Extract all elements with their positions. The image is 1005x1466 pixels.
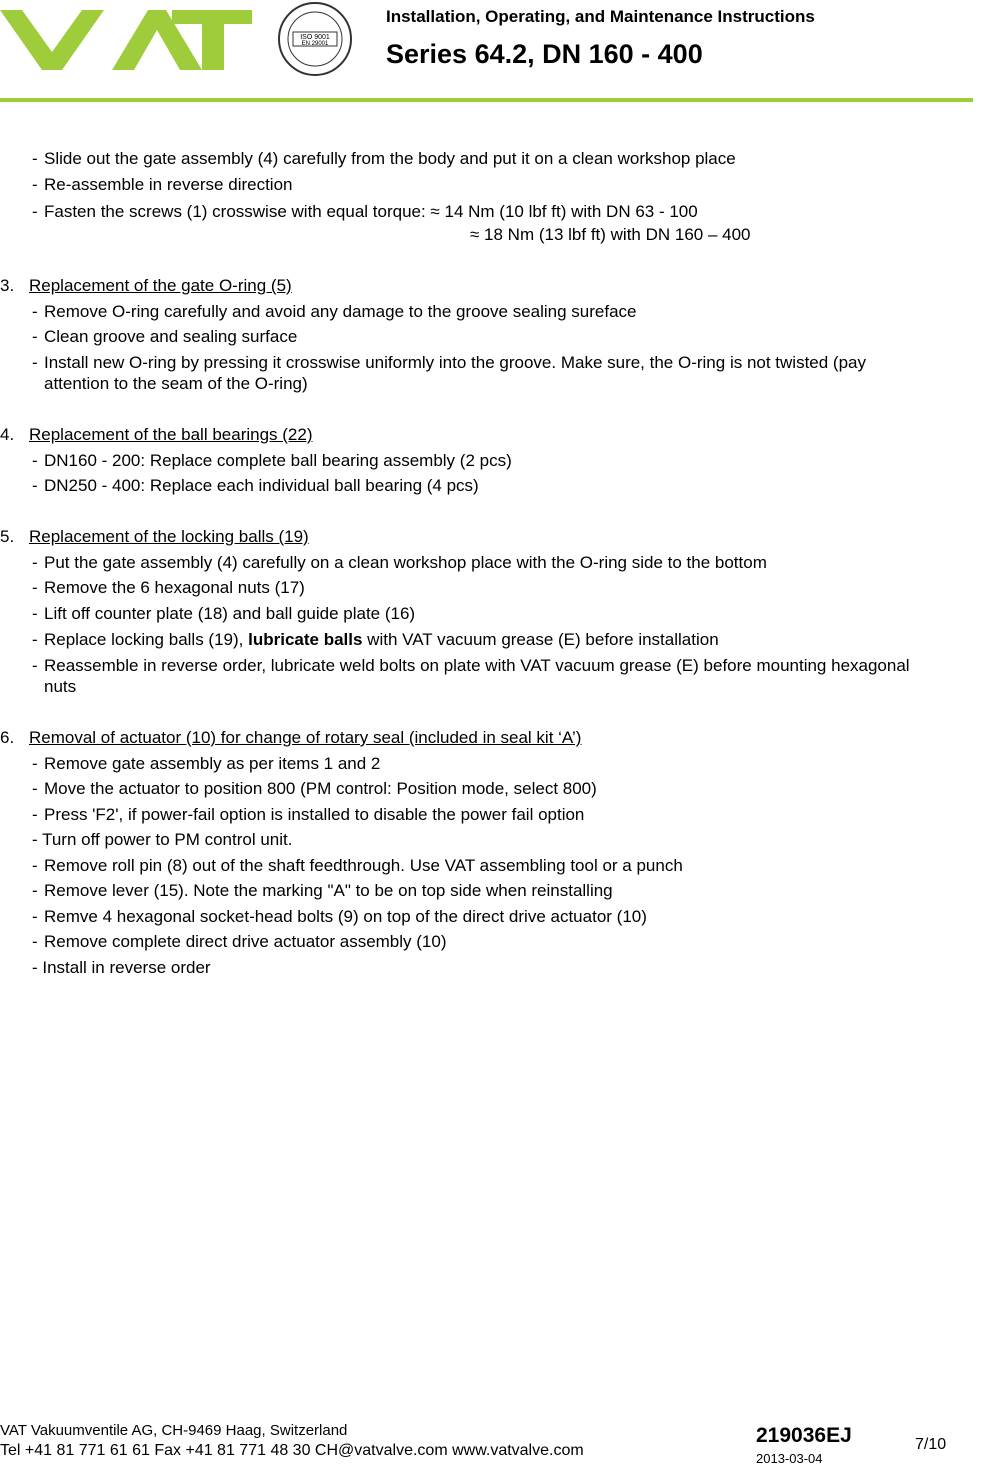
- svg-text:ISO 9001: ISO 9001: [300, 34, 330, 41]
- svg-text:EN 29001: EN 29001: [301, 41, 329, 47]
- iso-certification-seal: [276, 0, 354, 78]
- series-title: Series 64.2, DN 160 - 400: [386, 39, 703, 69]
- page-number: 7/10: [915, 1436, 947, 1453]
- document-title: Installation, Operating, and Maintenance Instructions: [386, 7, 815, 26]
- footer-contact: Tel +41 81 771 61 61 Fax +41 81 771 48 30 CH@vatvalve.com www.vatvalve.com: [0, 1442, 584, 1459]
- document-date: 2013-03-04: [756, 1451, 823, 1466]
- document-number: 219036EJ: [756, 1424, 852, 1447]
- vat-logo: [0, 10, 252, 70]
- footer-company: VAT Vakuumventile AG, CH-9469 Haag, Switzerland: [0, 1422, 348, 1439]
- header-divider: [0, 98, 973, 102]
